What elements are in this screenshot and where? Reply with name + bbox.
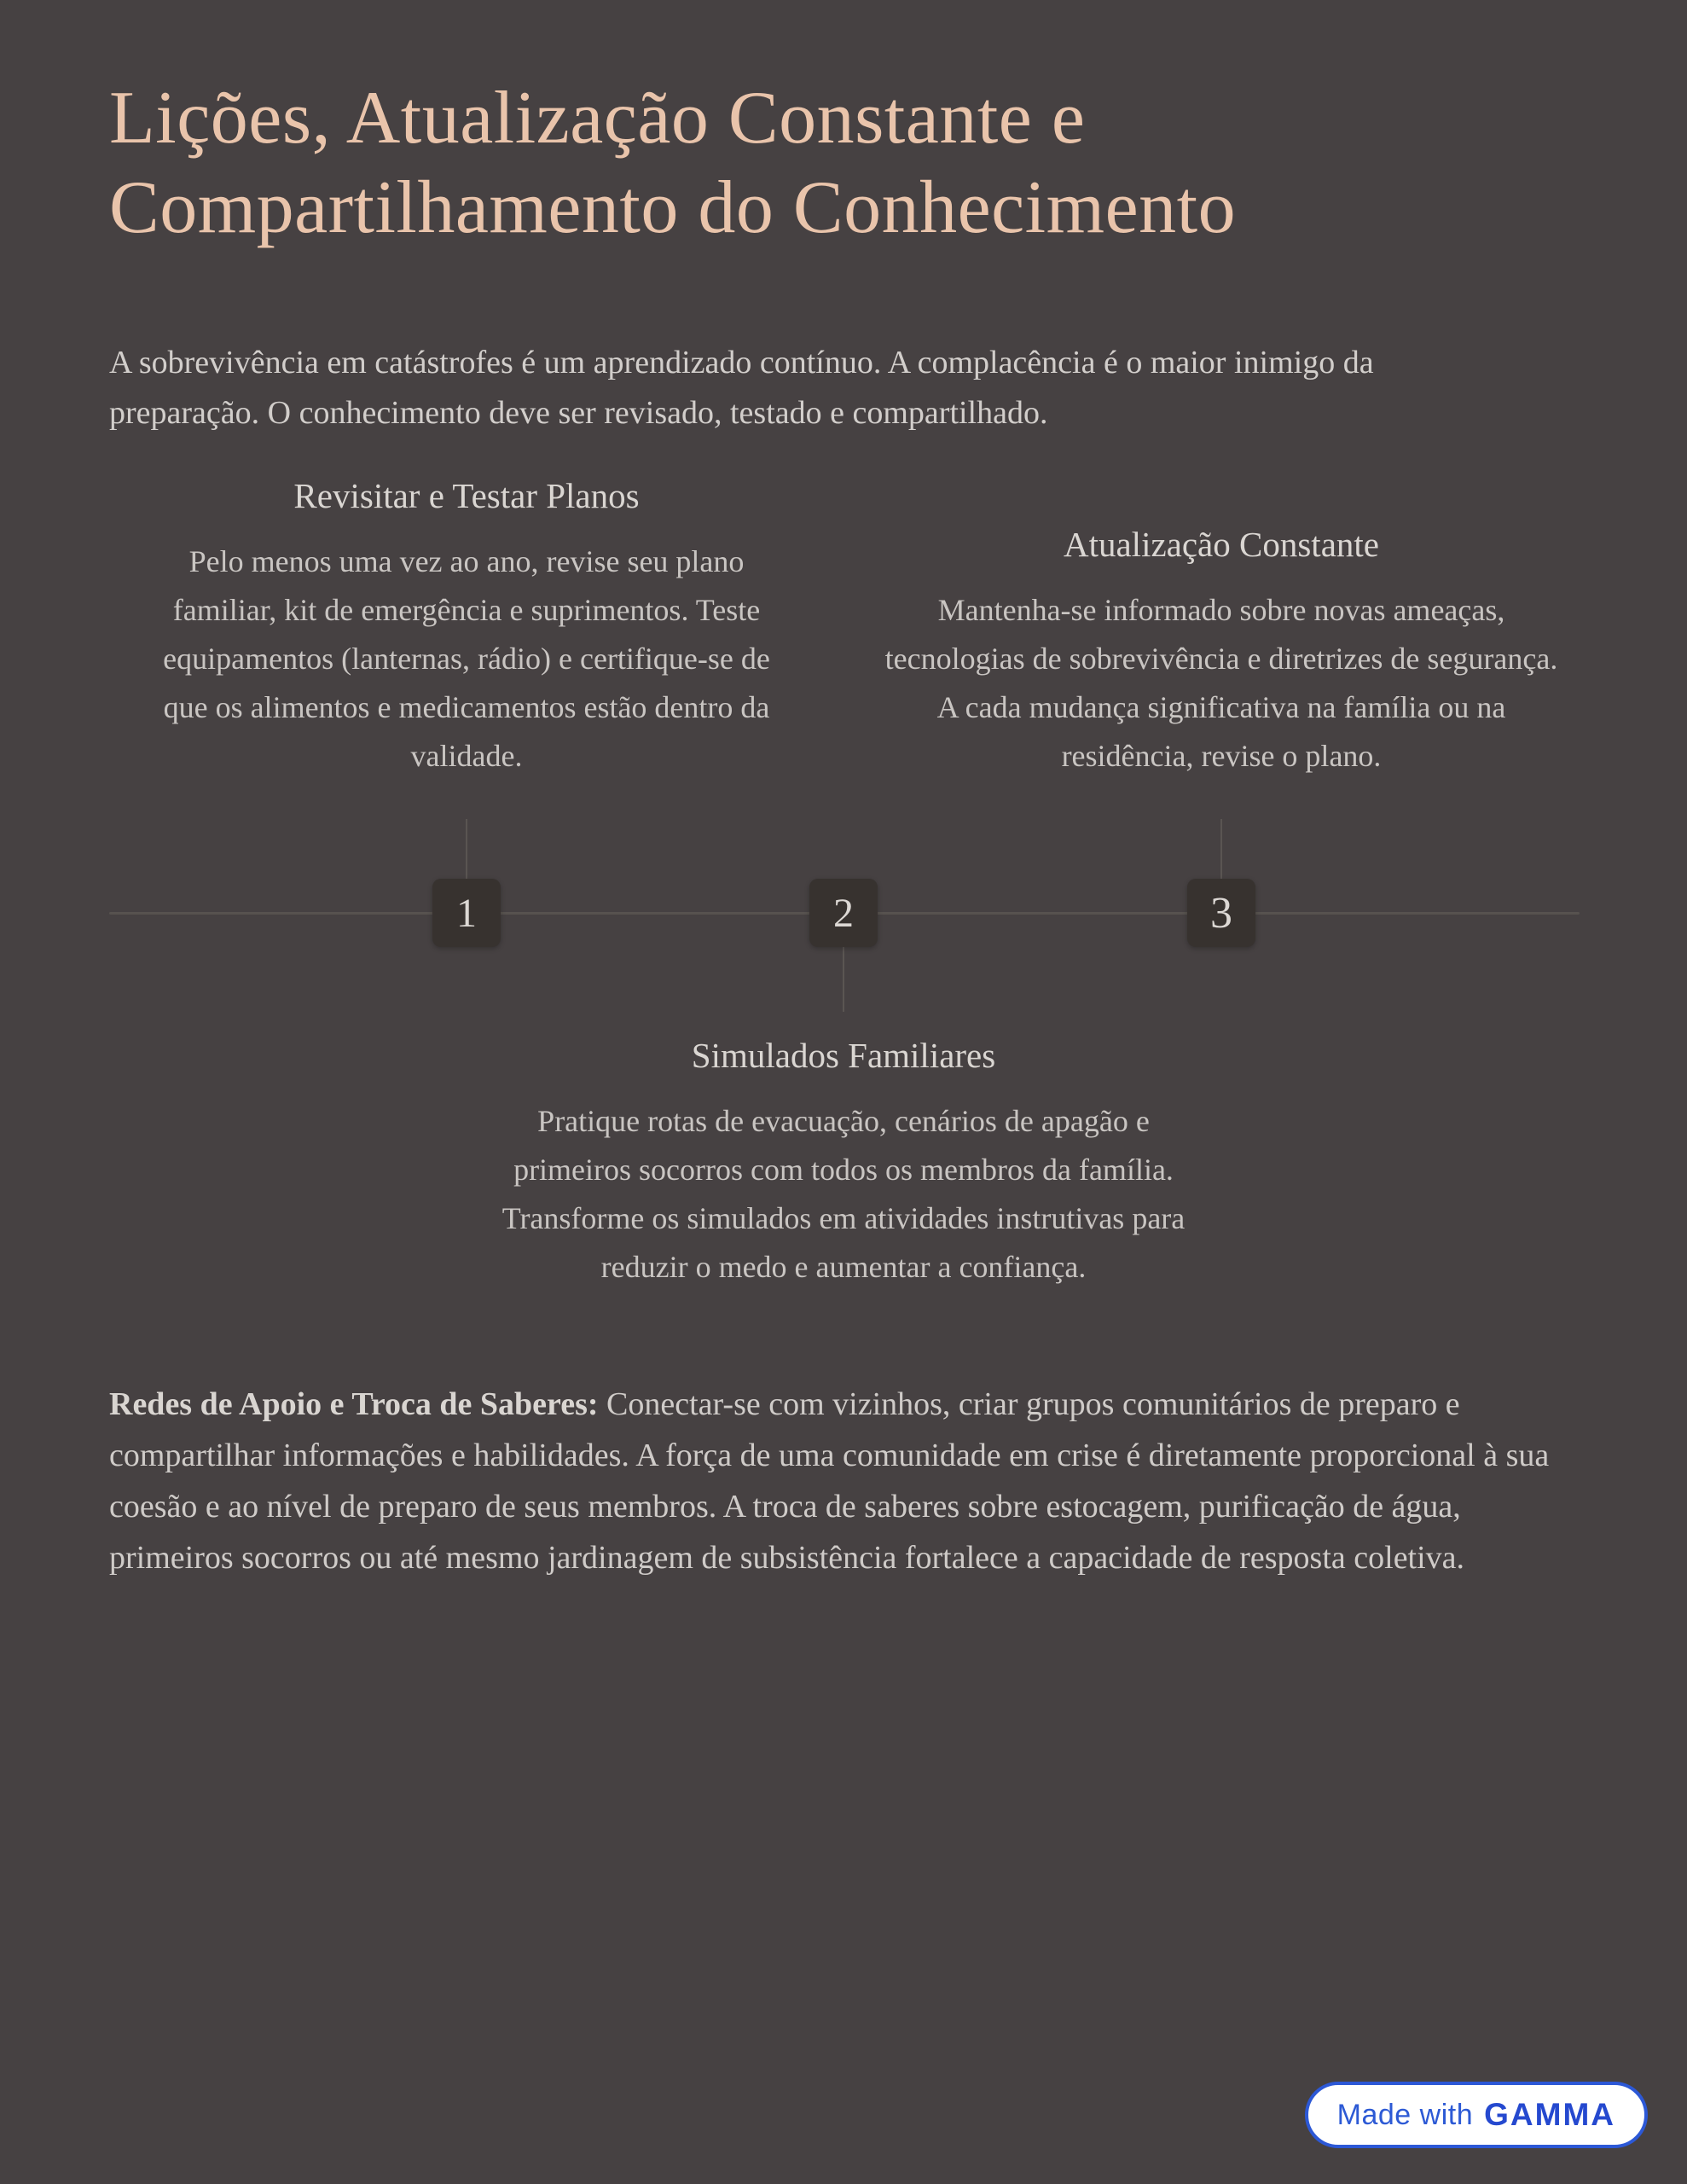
timeline-connector-1 xyxy=(466,819,467,880)
step-3-description: Mantenha-se informado sobre novas ameaças, tecnologias de sobrevivência e diretrizes de segurança. A cada mudança significativa na família ou na residência, revise o plano. xyxy=(884,593,1558,773)
made-with-gamma-badge[interactable] xyxy=(1305,2082,1648,2148)
page-title: Lições, Atualização Constante e Compartilhamento do Conhecimento xyxy=(109,77,1237,249)
timeline-step-1 xyxy=(142,474,791,781)
timeline-connector-2 xyxy=(843,947,844,1012)
closing-paragraph-lead: Redes de Apoio e Troca de Saberes: xyxy=(109,1386,599,1422)
closing-paragraph xyxy=(109,1379,1585,1583)
made-with-label: Made with xyxy=(1336,2098,1474,2131)
timeline-number-3: 3 xyxy=(1187,879,1255,947)
gamma-logo: GAMMA xyxy=(1484,2097,1615,2132)
timeline-step-3 xyxy=(880,523,1562,781)
step-1-description: Pelo menos uma vez ao ano, revise seu plano familiar, kit de emergência e suprimentos. Teste equipamentos (lanternas, rádio) e certifique-se de que os alimentos e medicamentos estão dentro da validade. xyxy=(163,544,770,773)
step-1-title: Revisitar e Testar Planos xyxy=(293,476,640,515)
step-2-title: Simulados Familiares xyxy=(691,1036,996,1075)
timeline-step-2 xyxy=(498,1034,1189,1292)
timeline-connector-3 xyxy=(1220,819,1222,880)
timeline-number-2: 2 xyxy=(809,879,878,947)
step-2-description: Pratique rotas de evacuação, cenários de apagão e primeiros socorros com todos os membros da família. Transforme os simulados em atividades instrutivas para reduzir o medo e aumentar a confiança. xyxy=(501,1104,1186,1284)
step-3-title: Atualização Constante xyxy=(1063,525,1379,564)
timeline-number-1: 1 xyxy=(432,879,501,947)
closing-paragraph-body: Conectar-se com vizinhos, criar grupos comunitários de preparo e compartilhar informações e habilidades. A força de uma comunidade em crise é diretamente proporcional à sua coesão e ao nível de preparo de seus membros. A troca de saberes sobre estocagem, purificação de água, primeiros socorros ou até mesmo jardinagem de subsistência fortalece a capacidade de resposta coletiva. xyxy=(109,1386,1550,1576)
intro-paragraph: A sobrevivência em catástrofes é um aprendizado contínuo. A complacência é o maior inimigo da preparação. O conhecimento deve ser revisado, testado e compartilhado. xyxy=(109,345,1374,431)
